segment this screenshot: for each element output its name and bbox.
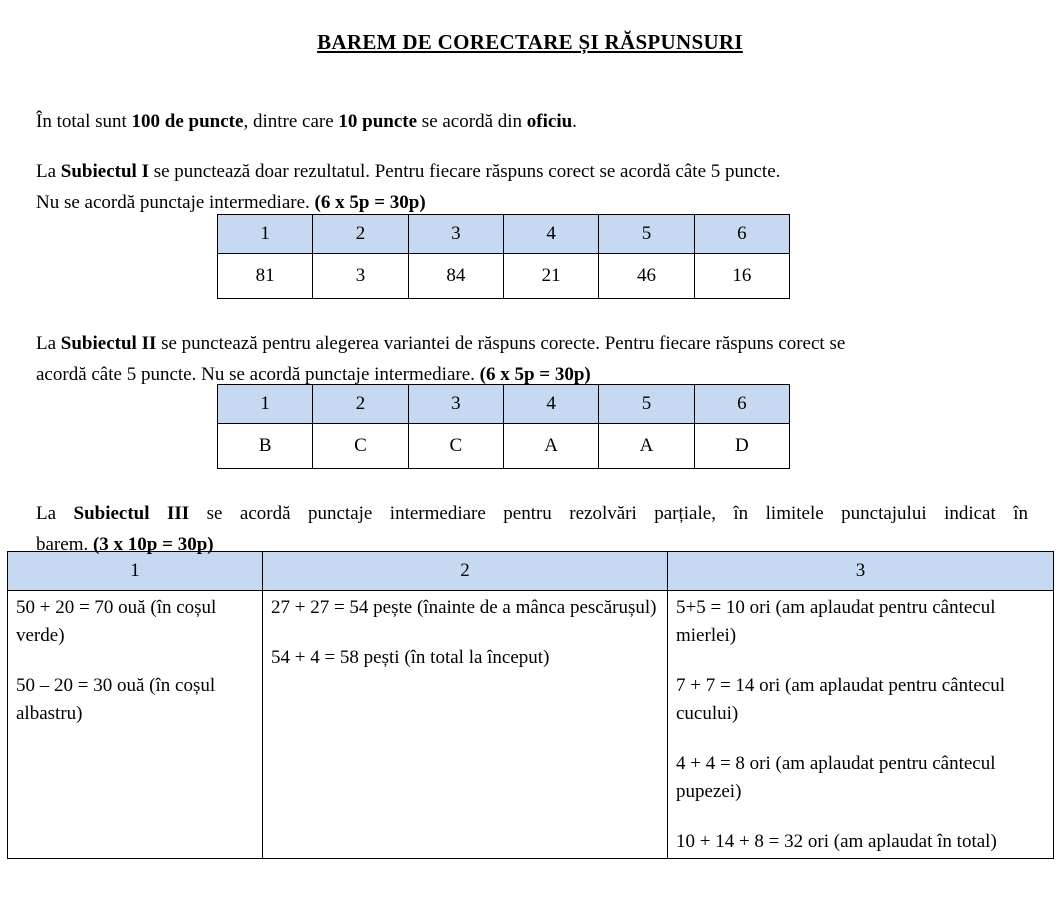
header-cell: 3 xyxy=(408,385,503,424)
header-cell: 3 xyxy=(408,215,503,254)
header-cell: 1 xyxy=(218,385,313,424)
subiectul1-paragraph xyxy=(36,156,1028,218)
header-cell: 2 xyxy=(313,385,408,424)
answer-cell: 21 xyxy=(503,254,598,299)
header-cell: 6 xyxy=(694,215,789,254)
text-run-bold: Subiectul III xyxy=(73,503,190,524)
header-cell: 1 xyxy=(218,215,313,254)
text-run-bold: Subiectul II xyxy=(60,333,157,354)
text-run: barem. xyxy=(36,534,93,555)
solution-step: 27 + 27 = 54 pește (înainte de a mânca pescărușul) xyxy=(271,597,657,618)
answer-cell: 16 xyxy=(694,254,789,299)
text-run: . xyxy=(572,111,577,132)
text-run: se acordă punctaje intermediare pentru rezolvări parțiale, în limitele punctajului indicat în xyxy=(189,503,1029,524)
answer-cell: 46 xyxy=(599,254,694,299)
text-run: se acordă din xyxy=(417,111,527,132)
solution-step: 7 + 7 = 14 ori (am aplaudat pentru cântecul cucului) xyxy=(676,675,1006,724)
solution-cell-problem3 xyxy=(668,591,1054,859)
table-header-row xyxy=(218,385,790,424)
text-run-bold: (6 x 5p = 30p) xyxy=(479,364,591,385)
solution-step: 50 + 20 = 70 ouă (în coșul verde) xyxy=(16,597,217,646)
barem-document xyxy=(0,30,1060,913)
text-run-bold: oficiu xyxy=(526,111,573,132)
header-cell: 2 xyxy=(313,215,408,254)
text-run-bold: (6 x 5p = 30p) xyxy=(314,192,426,213)
header-cell: 4 xyxy=(503,215,598,254)
answer-cell: A xyxy=(503,424,598,469)
text-run: La xyxy=(36,503,74,524)
answer-cell: 81 xyxy=(218,254,313,299)
answer-cell: 3 xyxy=(313,254,408,299)
solution-step: 5+5 = 10 ori (am aplaudat pentru cântecul mierlei) xyxy=(676,597,996,646)
text-run: acordă câte 5 puncte. Nu se acordă punctaje intermediare. xyxy=(36,364,480,385)
answer-cell: C xyxy=(313,424,408,469)
answer-cell: A xyxy=(599,424,694,469)
table-header-row xyxy=(218,215,790,254)
solution-step: 50 – 20 = 30 ouă (în coșul albastru) xyxy=(16,675,216,724)
header-cell: 6 xyxy=(694,385,789,424)
text-run-bold: 10 puncte xyxy=(338,111,418,132)
header-cell: 1 xyxy=(8,552,263,591)
paragraph-line xyxy=(36,498,1028,529)
answer-cell: 84 xyxy=(408,254,503,299)
table-value-row xyxy=(8,591,1054,859)
solution-cell-problem2 xyxy=(263,591,668,859)
text-run: se punctează pentru alegerea variantei de răspuns corecte. Pentru fiecare răspuns corect se xyxy=(156,333,846,354)
text-run: La xyxy=(36,161,61,182)
intro-paragraph xyxy=(36,106,1028,137)
answer-cell: D xyxy=(694,424,789,469)
subiectul3-solutions-table xyxy=(7,551,1054,859)
header-cell: 5 xyxy=(599,385,694,424)
paragraph-line xyxy=(36,156,1028,187)
solution-step: 4 + 4 = 8 ori (am aplaudat pentru cântecul pupezei) xyxy=(676,753,996,802)
intro-line xyxy=(36,106,1028,137)
solution-step: 54 + 4 = 58 pești (în total la început) xyxy=(271,647,550,668)
header-cell: 3 xyxy=(668,552,1054,591)
paragraph-line xyxy=(36,328,1028,359)
subiectul2-answer-table xyxy=(217,384,790,469)
solution-cell-problem1 xyxy=(8,591,263,859)
text-run-bold: 100 de puncte xyxy=(131,111,244,132)
answer-cell: B xyxy=(218,424,313,469)
paragraph-line xyxy=(36,359,1028,390)
subiectul1-answer-table xyxy=(217,214,790,299)
text-run: La xyxy=(36,333,61,354)
page-title xyxy=(0,30,1060,54)
header-cell: 5 xyxy=(599,215,694,254)
text-run: Nu se acordă punctaje intermediare. xyxy=(36,192,315,213)
table-value-row xyxy=(218,254,790,299)
table-value-row xyxy=(218,424,790,469)
solution-step: 10 + 14 + 8 = 32 ori (am aplaudat în total) xyxy=(676,831,997,852)
answer-cell: C xyxy=(408,424,503,469)
text-run: În total sunt xyxy=(36,111,132,132)
header-cell: 2 xyxy=(263,552,668,591)
page-title-text: BAREM DE CORECTARE ȘI RĂSPUNSURI xyxy=(317,30,743,54)
text-run-bold: Subiectul I xyxy=(60,161,149,182)
text-run-bold: (3 x 10p = 30p) xyxy=(92,534,214,555)
header-cell: 4 xyxy=(503,385,598,424)
text-run: se punctează doar rezultatul. Pentru fiecare răspuns corect se acordă câte 5 puncte. xyxy=(148,161,781,182)
text-run: , dintre care xyxy=(243,111,339,132)
subiectul2-paragraph xyxy=(36,328,1028,390)
